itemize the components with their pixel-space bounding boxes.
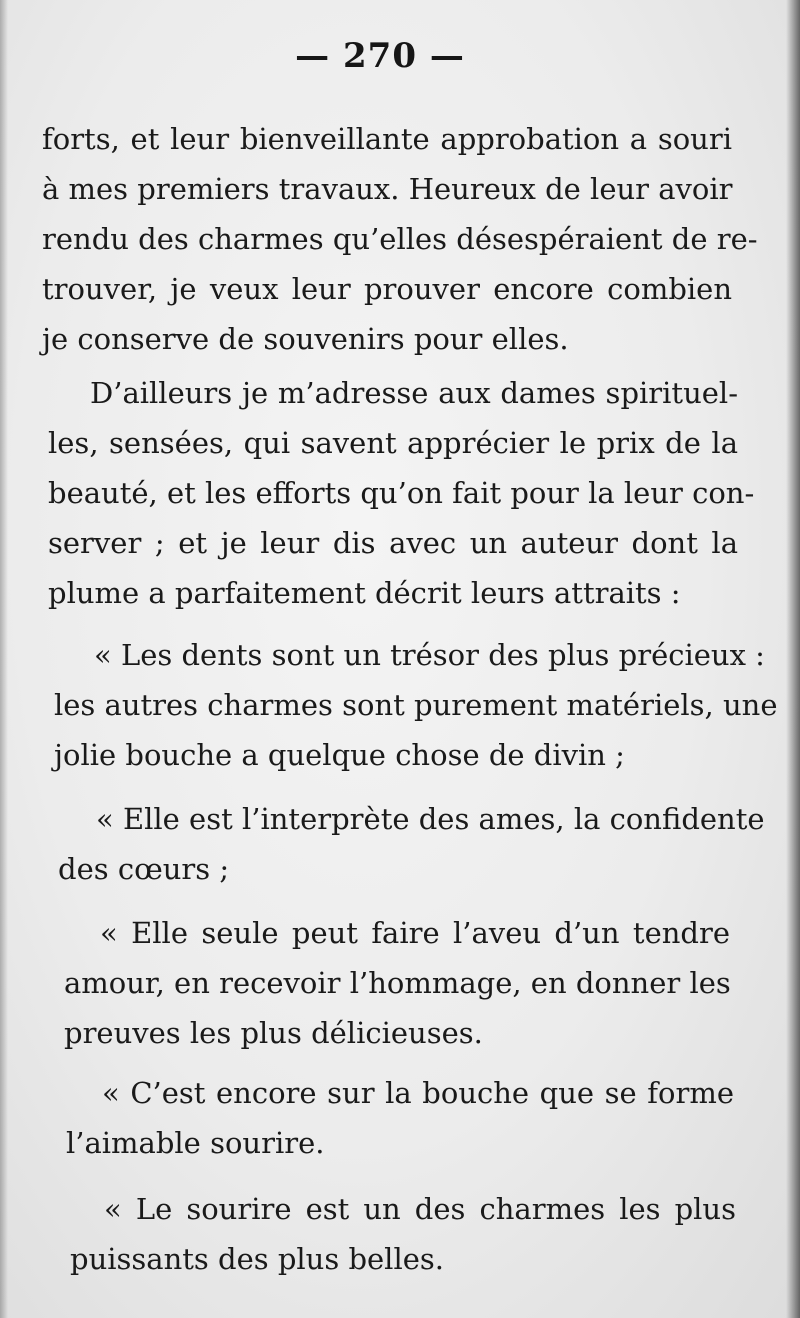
text-line: preuves les plus délicieuses.: [64, 1016, 483, 1050]
text-line: je conserve de souvenirs pour elles.: [42, 322, 569, 356]
text-line: amour, en recevoir l’hommage, en donner les: [64, 966, 731, 1000]
text-line: forts, et leur bienveillante approbation a souri: [42, 122, 732, 156]
text-line: les autres charmes sont purement matériels, une: [54, 688, 778, 722]
text-line: « Elle est l’interprète des ames, la confidente: [96, 802, 765, 836]
text-line: puissants des plus belles.: [70, 1242, 444, 1276]
text-line: server ; et je leur dis avec un auteur dont la: [48, 526, 738, 560]
text-line: D’ailleurs je m’adresse aux dames spirituel-: [90, 376, 738, 410]
paragraph-6: [66, 1068, 734, 1168]
text-line: beauté, et les efforts qu’on fait pour la leur con-: [48, 476, 755, 510]
paragraph-3: [54, 630, 778, 780]
text-line: l’aimable sourire.: [66, 1126, 325, 1160]
text-line: « Le sourire est un des charmes les plus: [104, 1192, 736, 1226]
page-right-shadow: [786, 0, 800, 1318]
text-line: des cœurs ;: [58, 852, 230, 886]
text-line: plume a parfaitement décrit leurs attraits :: [48, 576, 681, 610]
text-line: jolie bouche a quelque chose de divin ;: [54, 738, 625, 772]
page-number: — 270 —: [295, 36, 465, 76]
text-line: trouver, je veux leur prouver encore combien: [42, 272, 732, 306]
text-line: à mes premiers travaux. Heureux de leur avoir: [42, 172, 733, 206]
paragraph-7: [70, 1184, 736, 1284]
paragraph-5: [64, 908, 730, 1058]
paragraph-2: [48, 368, 755, 618]
page-left-shadow: [0, 0, 8, 1318]
text-line: les, sensées, qui savent apprécier le prix de la: [48, 426, 738, 460]
paragraph-4: [58, 794, 765, 894]
text-line: « C’est encore sur la bouche que se forme: [102, 1076, 734, 1110]
paragraph-1: [42, 114, 758, 364]
text-line: « Les dents sont un trésor des plus précieux :: [94, 638, 765, 672]
text-line: rendu des charmes qu’elles désespéraient de re-: [42, 222, 758, 256]
text-line: « Elle seule peut faire l’aveu d’un tendre: [100, 916, 730, 950]
